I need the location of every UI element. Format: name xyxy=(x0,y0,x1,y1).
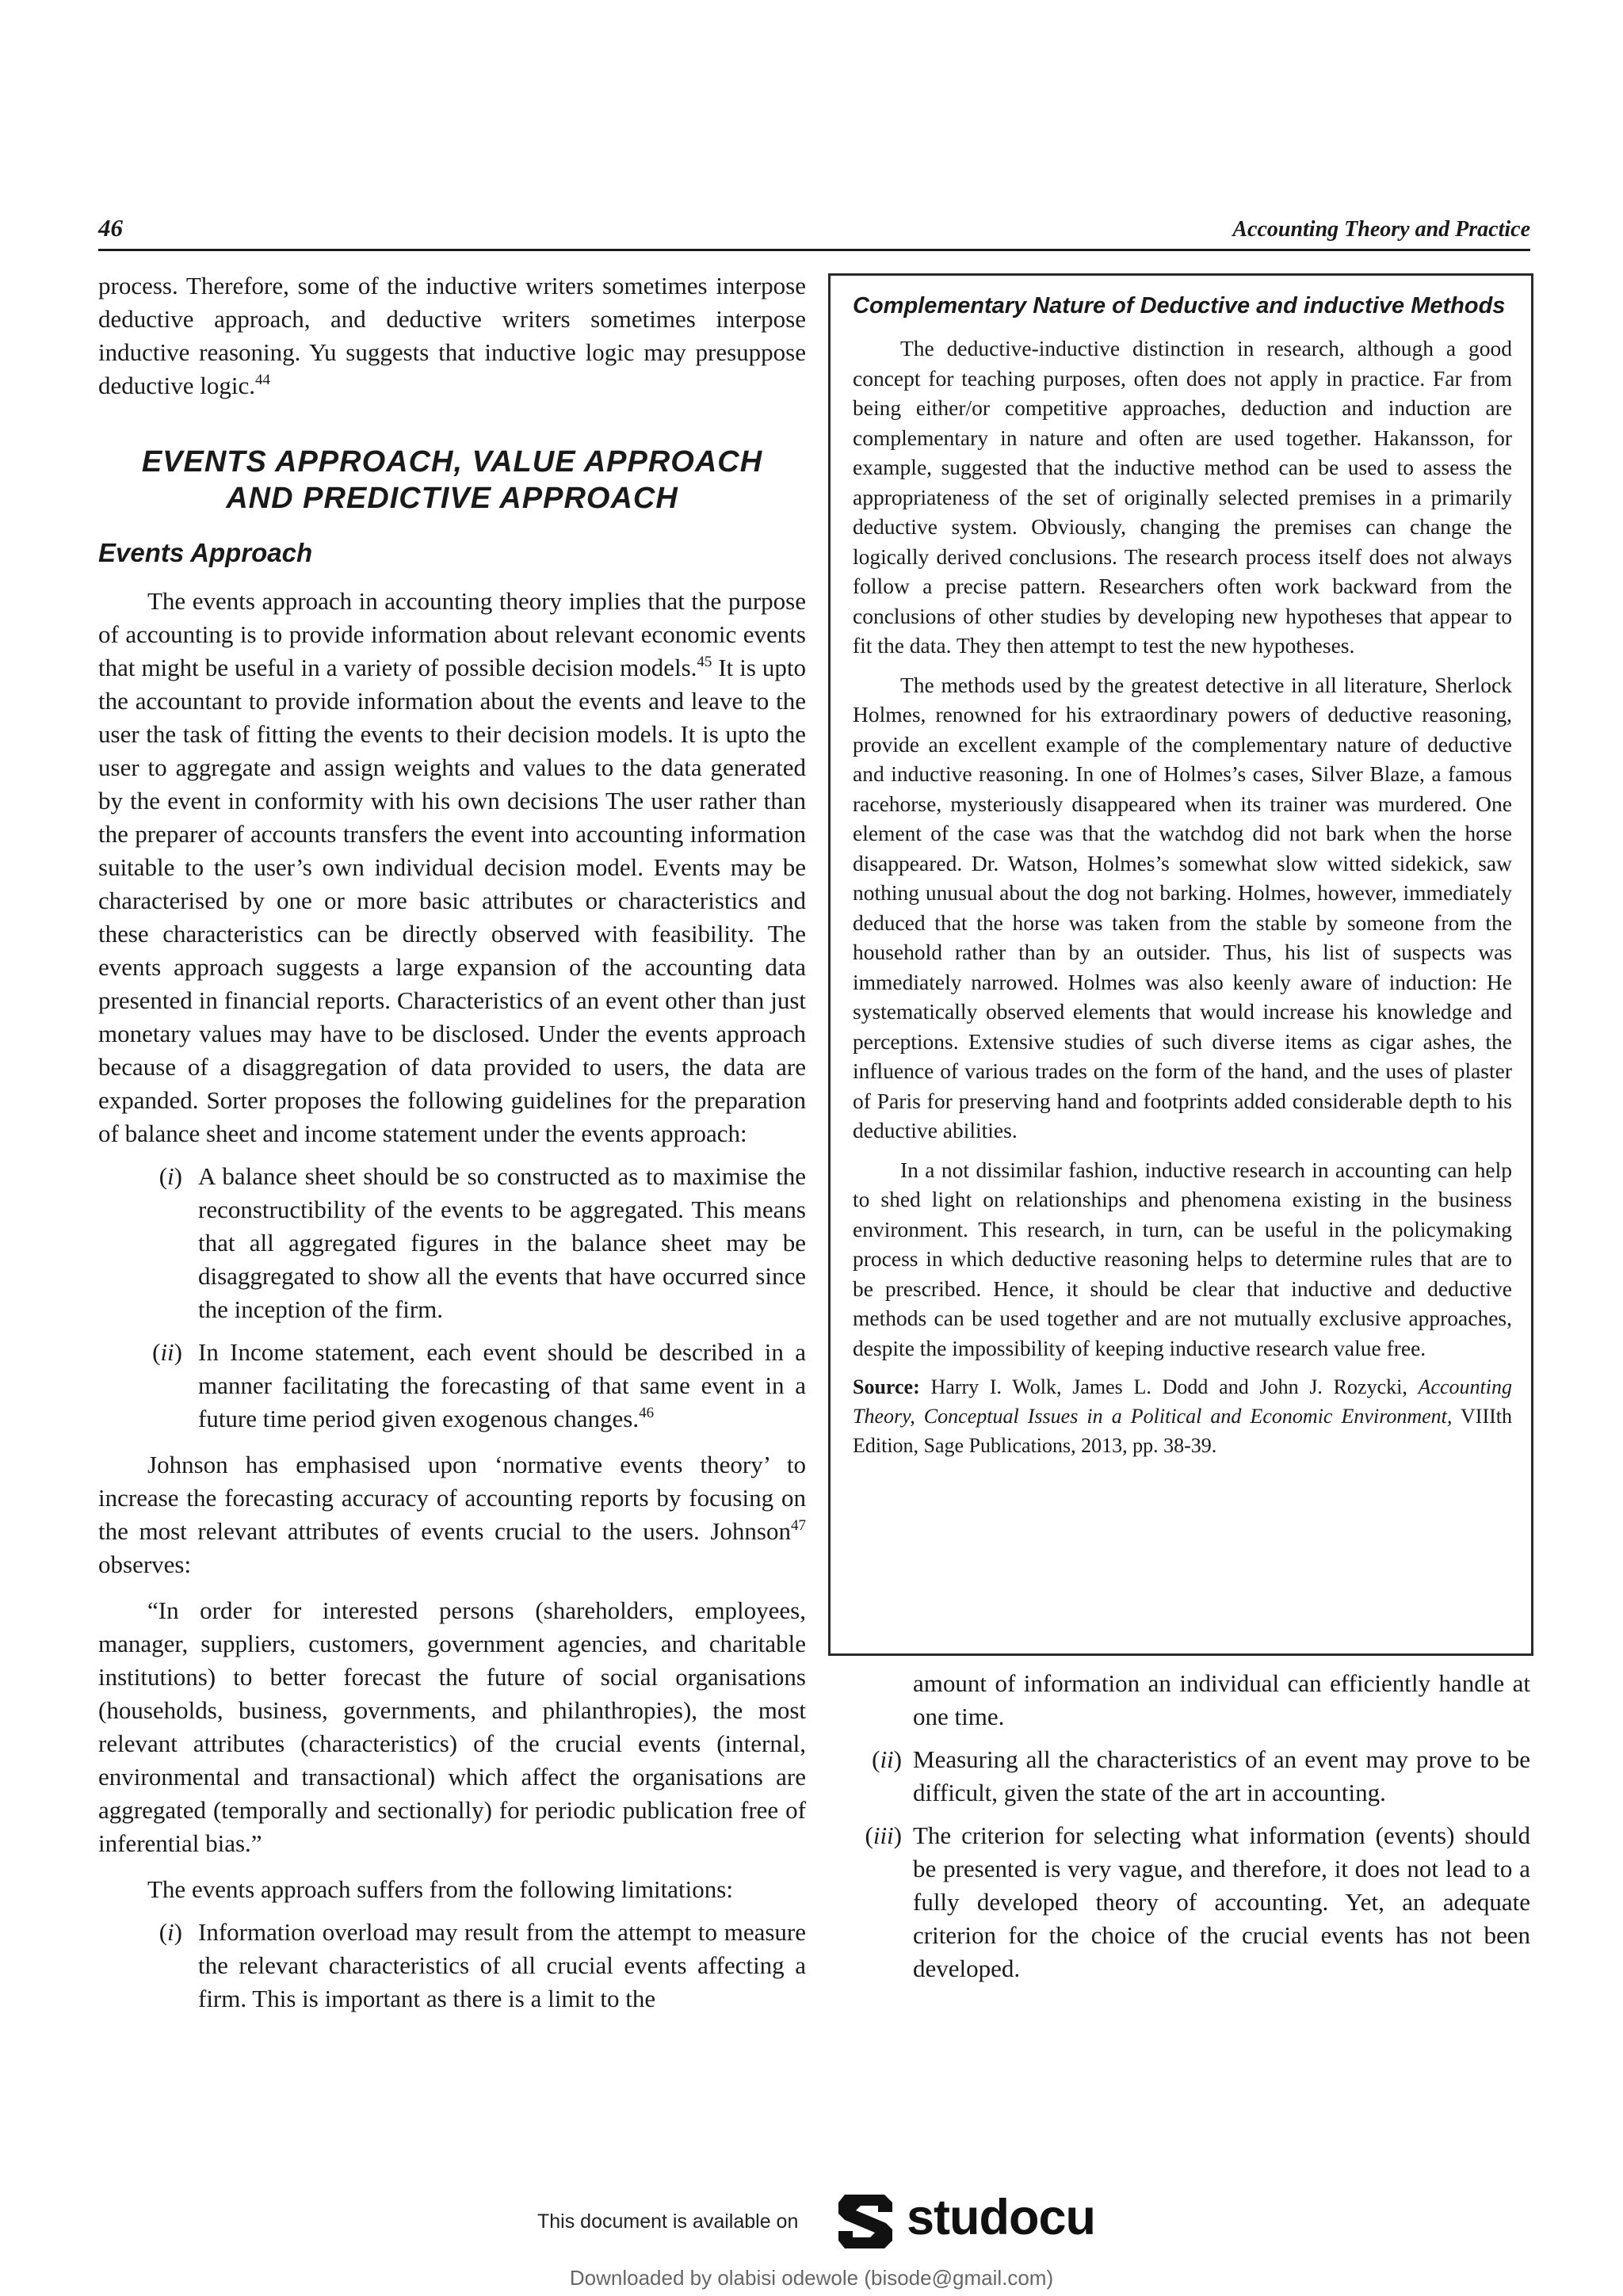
box-paragraph: In a not dissimilar fashion, inductive research in accounting can help to shed light on relationships and phenomena existing in the business environment. This research, in turn, can be useful in the policymaking process in which deductive reasoning helps to determine rules that are to be prescribed. Hence, it should be clear that inductive and deductive methods can be used together and are not mutually exclusive approaches, despite the impossibility of keeping inductive research value free. xyxy=(853,1157,1512,1360)
list-item: (i) Information overload may result from the attempt to measure the relevant characteristics of all crucial events affecting a firm. This is important as there is a limit to the xyxy=(158,1918,806,2012)
footnote-ref: 45 xyxy=(697,654,712,670)
running-title: Accounting Theory and Practice xyxy=(1232,217,1530,242)
right-column xyxy=(862,1667,1530,1985)
page-number: 46 xyxy=(98,214,123,242)
section-heading: EVENTS APPROACH, VALUE APPROACH AND PREDICTIVE APPROACH xyxy=(141,445,763,515)
events-paragraph: The events approach in accounting theory implies that the purpose of accounting is to provide information about relevant economic events that might be useful in a variety of possible decision models.$^{45}$ It is upto the accountant to provide information about the events and leave to the user the task of fitting the events to their decision models. It is upto the user to aggregate and assign weights and values to the data generated by the event in conformity with his own decisions The user rather than the preparer of accounts transfers the event into accounting information suitable to the user’s own individual decision model. Events may be characterised by one or more basic attributes or characteristics and these characteristics can be directly observed with feasibility. The events approach suggests a large expansion of the accounting data presented in financial reports. Characteristics of an event other than just monetary values may have to be disclosed. Under the events approach because of a disaggregation of data provided to users, the data are expanded. Sorter proposes the following guidelines for the preparation of balance sheet and income statement under the events approach: xyxy=(98,587,807,1147)
list-item: (i) A balance sheet should be so constructed as to maximise the reconstructibility of the events to be aggregated. This means that all aggregated figures in the balance sheet may be disaggregated to show all the events that have occurred since the inception of the firm. xyxy=(158,1162,806,1323)
guidelines-list xyxy=(98,1160,806,1436)
list-item: (iii) The criterion for selecting what information (events) should be presented is very vague, and therefore, it does not lead to a fully developed theory of accounting. Yet, an adequate criterion for the choice of the crucial events has not been developed. xyxy=(865,1821,1530,1982)
list-item: (ii) In Income statement, each event should be described in a manner facilitating the forecasting of that same event in a future time period given exogenous changes.$^{46}$ xyxy=(152,1338,806,1432)
limitations-intro: The events approach suffers from the following limitations: xyxy=(147,1875,733,1903)
limitations-list-continued xyxy=(862,1667,1530,1985)
intro-paragraph: process. Therefore, some of the inductive writers sometimes interpose deductive approach, and deductive writers sometimes interpose inductive reasoning. Yu suggests that inductive logic may presuppose deductive logic.$^{44}$ xyxy=(98,272,806,399)
studocu-brand[interactable]: studocu xyxy=(907,2190,1095,2245)
footnote-ref: 47 xyxy=(791,1517,806,1534)
subsection-heading: Events Approach xyxy=(98,538,313,567)
complementary-methods-box xyxy=(828,273,1533,1656)
footnote-ref: 44 xyxy=(255,372,270,388)
left-column xyxy=(98,269,806,2016)
box-source: Source: Harry I. Wolk, James L. Dodd and John J. Rozycki, Accounting Theory, Conceptual Issues in a Political and Economic Environment, VIIIth Edition, Sage Publications, 2013, pp. 38-39. xyxy=(853,1375,1512,1457)
limitations-list xyxy=(98,1916,806,2016)
box-title: Complementary Nature of Deductive and inductive Methods xyxy=(853,293,1506,318)
availability-text: This document is available on xyxy=(537,2210,799,2233)
header-rule xyxy=(98,249,1530,251)
quote-paragraph: “In order for interested persons (shareholders, employees, manager, suppliers, customers, government agencies, and charitable institutions) to better forecast the future of social organisations (households, business, governments, and philanthropies), the most relevant attributes (characteristics) of the crucial events (internal, environmental and transactional) which affect the organisations are aggregated (temporally and sectionally) for periodic publication free of inferential bias.” xyxy=(98,1596,806,1857)
list-item: (ii) Measuring all the characteristics of an event may prove to be difficult, given the state of the art in accounting. xyxy=(872,1745,1530,1806)
studocu-logo-icon[interactable] xyxy=(834,2188,897,2252)
box-paragraph: The methods used by the greatest detective in all literature, Sherlock Holmes, renowned for his extraordinary powers of deductive reasoning, provide an excellent example of the complementary nature of deductive and inductive reasoning. In one of Holmes’s cases, Silver Blaze, a famous racehorse, mysteriously disappeared when its trainer was murdered. One element of the case was that the watchdog did not bark when the horse disappeared. Dr. Watson, Holmes’s somewhat slow witted sidekick, saw nothing unusual about the dog not barking. Holmes, however, immediately deduced that the horse was taken from the stable by someone from the household rather than by an outsider. Thus, his list of suspects was immediately narrowed. Holmes was also keenly aware of induction: He systematically observed elements that would increase his knowledge and perceptions. Extensive studies of such diverse items as cigar ashes, the influence of various trades on the form of the hand, and the uses of plaster of Paris for preserving hand and footprints added considerable depth to his deductive abilities. xyxy=(853,672,1512,1142)
download-notice: Downloaded by olabisi odewole (bisode@gmail.com) xyxy=(569,2266,1054,2290)
footnote-ref: 46 xyxy=(639,1405,655,1421)
johnson-paragraph: Johnson has emphasised upon ‘normative events theory’ to increase the forecasting accuracy of accounting reports by focusing on the most relevant attributes of events crucial to the users. Johnson$^{47}$ observes: xyxy=(98,1451,806,1578)
box-paragraph: The deductive-inductive distinction in research, although a good concept for teaching purposes, often does not apply in practice. Far from being either/or competitive approaches, deduction and induction are complementary in nature and often are used together. Hakansson, for example, suggested that the inductive method can be used to assess the appropriateness of the set of originally selected premises in a primarily deductive system. Obviously, changing the premises can change the logically derived conclusions. The research process itself does not always follow a precise pattern. Researchers often work backward from the conclusions of other studies by developing new hypotheses that appear to fit the data. They then attempt to test the new hypotheses. xyxy=(853,336,1512,658)
list-item: amount of information an individual can efficiently handle at one time. xyxy=(913,1669,1530,1730)
